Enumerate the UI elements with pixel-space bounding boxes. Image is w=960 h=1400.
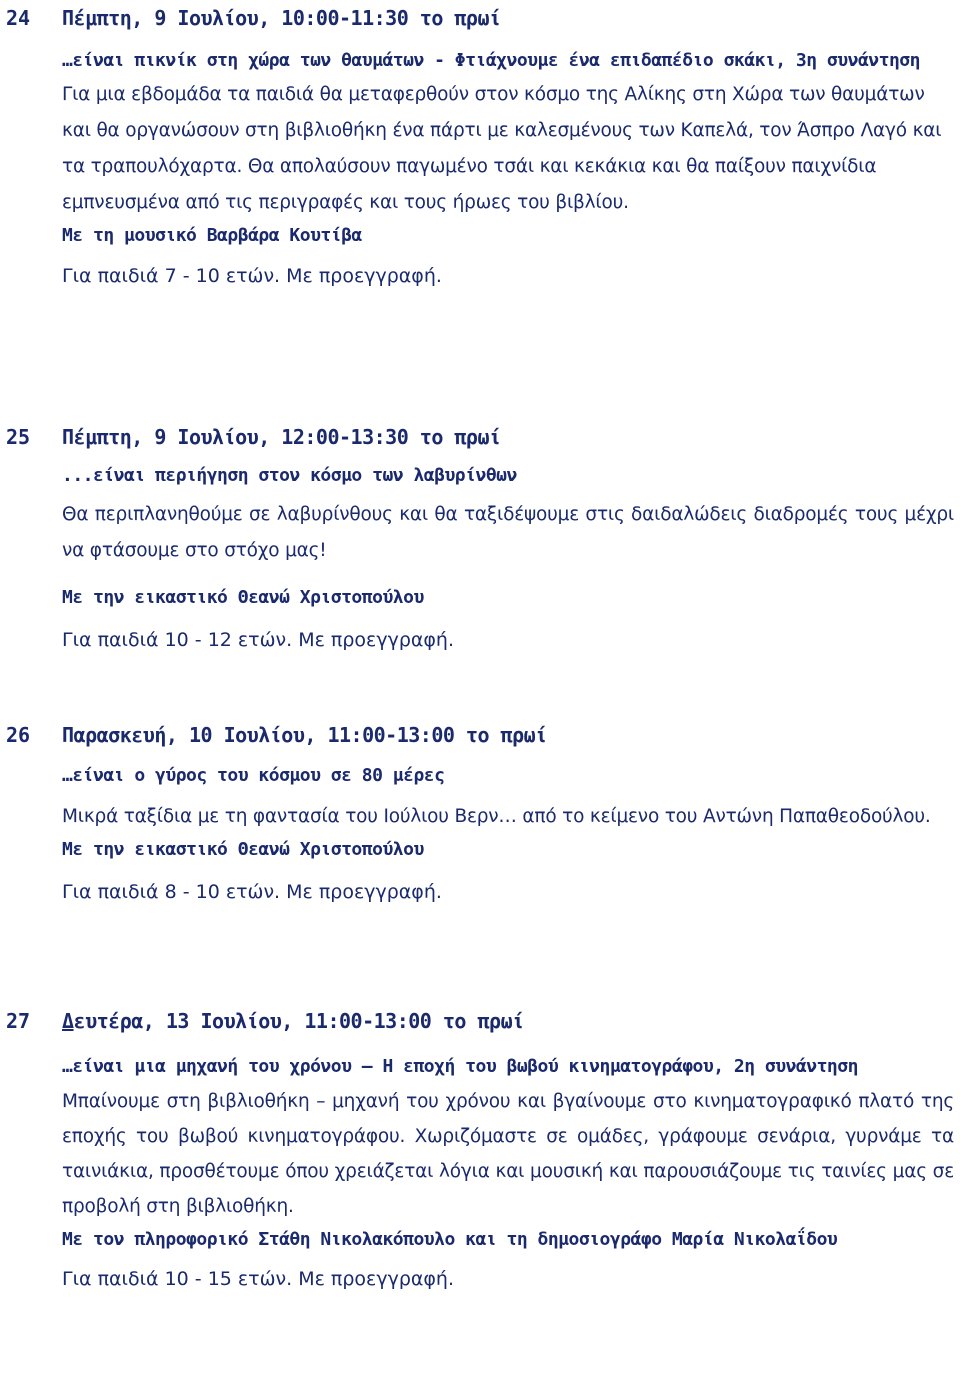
event-number: 25 [6, 425, 31, 449]
event-age-info: Για παιδιά 10 - 15 ετών. Με προεγγραφή. [62, 1268, 455, 1290]
event-date: Παρασκευή, 10 Ιουλίου, 11:00-13:00 το πρωί [62, 723, 547, 747]
event-host: Με τη μουσικό Βαρβάρα Κουτίβα [62, 225, 362, 246]
event-date-rest: ευτέρα, 13 Ιουλίου, 11:00-13:00 το πρωί [73, 1009, 524, 1033]
event-description: Για μια εβδομάδα τα παιδιά θα μεταφερθούν στον κόσμο της Αλίκης στη Χώρα των θαυμάτων και θα οργανώσουν στη βιβλιοθήκη ένα πάρτι με καλεσμένους των Καπελά, τον Άσπρο Λαγό και τα τραπουλόχαρτα. Θα απολαύσουν παγωμένο τσάι και κεκάκια και θα παίξουν παιχνίδια εμπνευσμένα από τις περιγραφές και τους ήρωες του βιβλίου. [62, 84, 942, 213]
event-age-info: Για παιδιά 10 - 12 ετών. Με προεγγραφή. [62, 629, 455, 651]
event-title: ...είναι περιήγηση στον κόσμο των λαβυρίνθων [62, 465, 517, 486]
event-number: 24 [6, 6, 31, 30]
event-description: Μικρά ταξίδια με τη φαντασία του Ιούλιου Βερν… από το κείμενο του Αντώνη Παπαθεοδούλου. [62, 806, 931, 827]
event-age-info: Για παιδιά 7 - 10 ετών. Με προεγγραφή. [62, 265, 442, 287]
event-content [62, 1006, 954, 1294]
event-host: Με την εικαστικό Θεανώ Χριστοπούλου [62, 587, 424, 608]
event-title: …είναι ο γύρος του κόσμου σε 80 μέρες [62, 765, 445, 786]
event-age-info: Για παιδιά 8 - 10 ετών. Με προεγγραφή. [62, 881, 442, 903]
event-host: Με την εικαστικό Θεανώ Χριστοπούλου [62, 839, 424, 860]
event-content [62, 422, 954, 655]
event-content [62, 3, 954, 291]
event-host: Με τον πληροφορικό Στάθη Νικολακόπουλο και τη δημοσιογράφο Μαρία Νικολαΐδου [62, 1229, 838, 1250]
event-date: Πέμπτη, 9 Ιουλίου, 12:00-13:30 το πρωί [62, 425, 501, 449]
event-title: …είναι πικνίκ στη χώρα των θαυμάτων - Φτιάχνουμε ένα επιδαπέδιο σκάκι, 3η συνάντηση [62, 50, 920, 71]
event-title: …είναι μια μηχανή του χρόνου – Η εποχή του βωβού κινηματογράφου, 2η συνάντηση [62, 1056, 858, 1077]
event-date [62, 1006, 954, 1036]
event-description: Μπαίνουμε στη βιβλιοθήκη – μηχανή του χρόνου και βγαίνουμε στο κινηματογραφικό πλατό της εποχής του βωβού κινηματογράφου. Χωριζόμαστε σε ομάδες, γράφουμε σενάρια, γυρνάμε τα ταινιάκια, προσθέτουμε όπου χρειάζεται λόγια και μουσική και παρουσιάζουμε τις ταινίες μας σε προβολή στη βιβλιοθήκη. [62, 1091, 954, 1217]
event-date-underlined-letter: Δ [62, 1009, 74, 1033]
event-number: 27 [6, 1009, 31, 1033]
event-description: Θα περιπλανηθούμε σε λαβυρίνθους και θα ταξιδέψουμε στις δαιδαλώδεις διαδρομές τους μέχρι να φτάσουμε στο στόχο μας! [62, 504, 954, 561]
event-content [62, 720, 954, 907]
event-date: Πέμπτη, 9 Ιουλίου, 10:00-11:30 το πρωί [62, 6, 501, 30]
event-number: 26 [6, 723, 31, 747]
